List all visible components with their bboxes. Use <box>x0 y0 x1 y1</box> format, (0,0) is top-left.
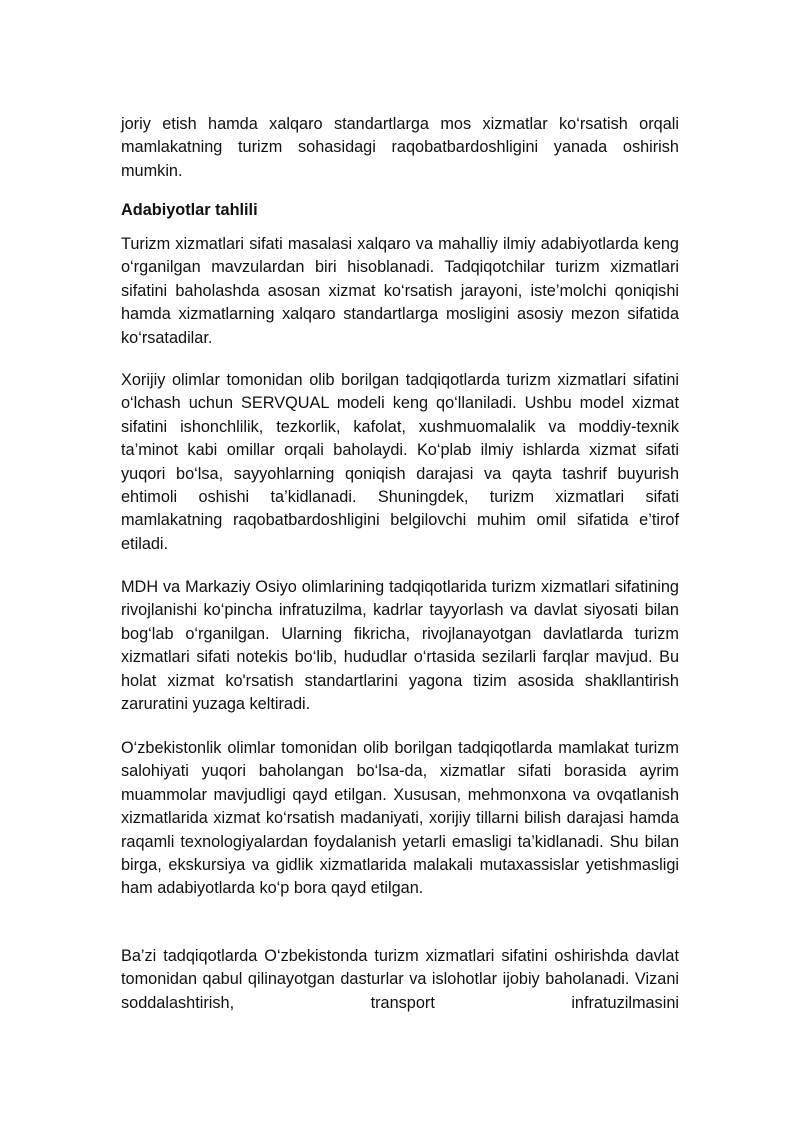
body-paragraph-5 <box>121 945 679 1015</box>
body-paragraph-1 <box>121 233 679 350</box>
body-paragraph-5-text: Ba’zi tadqiqotlarda O‘zbekistonda turizm xizmatlari sifatini oshirishda davlat tomonidan qabul qilinayotgan dasturlar va islohotlar ijobiy baholanadi. Vizani soddalashtirish, transport infratuzilmasini <box>121 947 679 1012</box>
intro-paragraph-text: joriy etish hamda xalqaro standartlarga mos xizmatlar ko‘rsatish orqali mamlakatning turizm sohasidagi raqobatbardoshligini yanada oshirish mumkin. <box>121 115 679 180</box>
body-paragraph-3-text: MDH va Markaziy Osiyo olimlarining tadqiqotlarida turizm xizmatlari sifatining rivojlanishi ko‘pincha infratuzilma, kadrlar tayyorlash va davlat siyosati bilan bog‘lab o‘rganilgan. Ularning fikricha, rivojlanayotgan davlatlarda turizm xizmatlari sifati notekis bo‘lib, hududlar o‘rtasida sezilarli farqlar mavjud. Bu holat xizmat ko'rsatish standartlarini yagona tizim asosida shakllantirish zaruratini yuzaga keltiradi. <box>121 578 679 714</box>
body-paragraph-1-text: Turizm xizmatlari sifati masalasi xalqaro va mahalliy ilmiy adabiyotlarda keng o‘rganilgan mavzulardan biri hisoblanadi. Tadqiqotchilar turizm xizmatlari sifatini baholashda asosan xizmat ko‘rsatish jarayoni, iste’molchi qoniqishi hamda xizmatlarning xalqaro standartlarga mosligini asosiy mezon sifatida ko‘rsatadilar. <box>121 235 679 347</box>
body-paragraph-2 <box>121 369 679 556</box>
body-paragraph-3 <box>121 576 679 716</box>
body-paragraph-2-text: Xorijiy olimlar tomonidan olib borilgan tadqiqotlarda turizm xizmatlari sifatini o‘lchash uchun SERVQUAL modeli keng qo‘llaniladi. Ushbu model xizmat sifatini ishonchlilik, tezkorlik, kafolat, xushmuomalalik va moddiy-texnik ta’minot kabi omillar orqali baholaydi. Ko‘plab ilmiy ishlarda xizmat sifati yuqori bo‘lsa, sayyohlarning qoniqish darajasi va qayta tashrif buyurish ehtimoli oshishi ta’kidlanadi. Shuningdek, turizm xizmatlari sifati mamlakatning raqobatbardoshligini belgilovchi muhim omil sifatida e’tirof etiladi. <box>121 371 679 553</box>
intro-paragraph <box>121 113 679 183</box>
body-paragraph-4 <box>121 737 679 901</box>
body-paragraph-4-text: O‘zbekistonlik olimlar tomonidan olib borilgan tadqiqotlarda mamlakat turizm salohiyati yuqori baholangan bo‘lsa-da, xizmatlar sifati borasida ayrim muammolar mavjudligi qayd etilgan. Xususan, mehmonxona va ovqatlanish xizmatlarida xizmat ko‘rsatish madaniyati, xorijiy tillarni bilish darajasi hamda raqamli texnologiyalardan foydalanish yetarli emasligi ta’kidlanadi. Shu bilan birga, ekskursiya va gidlik xizmatlarida malakali mutaxassislar yetishmasligi ham adabiyotlarda ko‘p bora qayd etilgan. <box>121 739 679 898</box>
section-heading: Adabiyotlar tahlili <box>121 201 258 219</box>
